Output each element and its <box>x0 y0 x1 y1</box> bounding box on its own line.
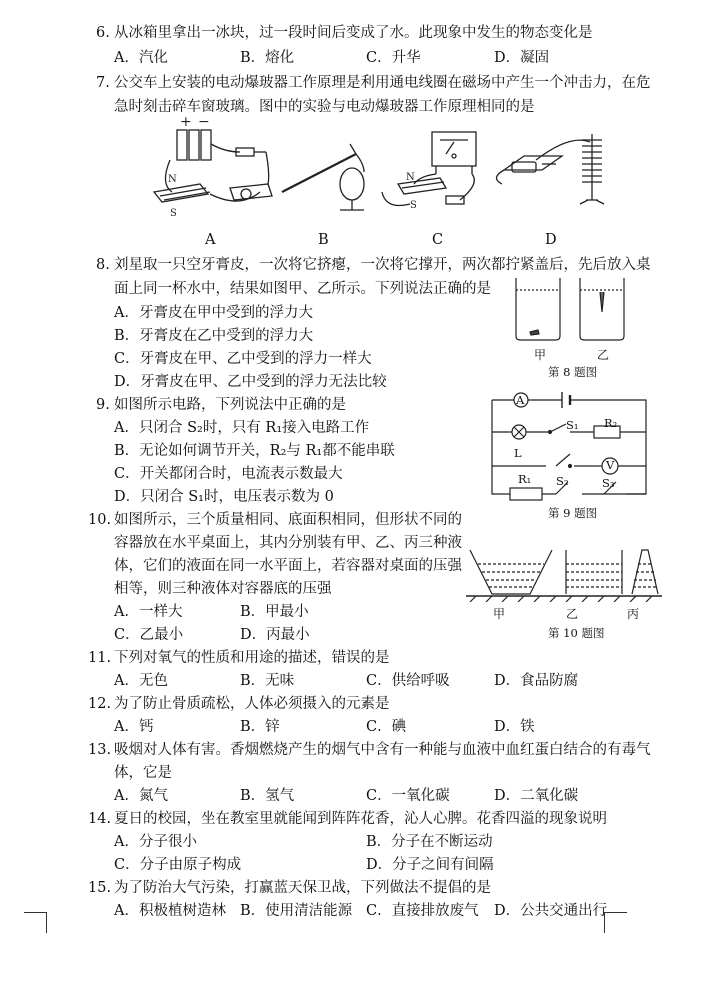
q9-label-voltmeter: V <box>606 458 615 472</box>
q8-option-c: C．牙膏皮在甲、乙中受到的浮力一样大 <box>114 351 372 367</box>
q10-option-d: D．丙最小 <box>240 627 310 643</box>
q9-option-b: B．无论如何调节开关，R₂与 R₁都不能串联 <box>114 443 395 459</box>
q6-number: 6. <box>96 25 110 41</box>
q13-option-d: D．二氧化碳 <box>494 788 579 804</box>
q8-figure-beakers <box>510 272 630 344</box>
q7-stem-line1: 公交车上安装的电动爆玻器工作原理是利用通电线圈在磁场中产生一个冲击力，在危 <box>114 75 651 91</box>
q12-stem: 为了防止骨质疏松，人体必须摄入的元素是 <box>114 696 390 712</box>
q7-label-d: D <box>545 232 557 248</box>
q6-option-a: A．汽化 <box>114 50 168 66</box>
q15-option-a: A．积极植树造林 <box>114 903 226 919</box>
q7-label-c: C <box>432 232 444 248</box>
q8-stem-line1: 刘星取一只空牙膏皮，一次将它挤瘪，一次将它撑开，两次都拧紧盖后，先后放入桌 <box>114 257 651 273</box>
q9-label-lamp: L <box>514 446 522 460</box>
q10-label-bing: 丙 <box>627 607 640 621</box>
q7-figure-d <box>496 134 604 204</box>
q14-option-b: B．分子在不断运动 <box>366 834 493 850</box>
svg-text:+: + <box>180 114 192 130</box>
q11-number: 11. <box>88 650 112 666</box>
q6-option-c: C．升华 <box>366 50 421 66</box>
q10-caption: 第 10 题图 <box>548 626 605 640</box>
q7-label-a: A <box>205 232 216 248</box>
q9-label-r2: R₂ <box>604 416 618 430</box>
svg-text:S: S <box>170 208 177 219</box>
q10-stem-line3: 体，它们的液面在同一水平面上，若容器对桌面的压强 <box>114 558 462 574</box>
q14-number: 14. <box>88 811 112 827</box>
q10-number: 10. <box>88 512 112 528</box>
q9-label-r1: R₁ <box>518 472 532 486</box>
q7-figures <box>150 114 620 226</box>
q11-option-b: B．无味 <box>240 673 295 689</box>
q6-stem: 从冰箱里拿出一冰块，过一段时间后变成了水。此现象中发生的物态变化是 <box>114 25 593 41</box>
q11-option-d: D．食品防腐 <box>494 673 579 689</box>
q10-stem-line1: 如图所示，三个质量相同、底面积相同，但形状不同的 <box>114 512 462 528</box>
svg-text:S: S <box>410 200 417 211</box>
q8-caption: 第 8 题图 <box>548 365 598 379</box>
q8-label-jia: 甲 <box>534 348 547 362</box>
q9-option-c: C．开关都闭合时，电流表示数最大 <box>114 466 343 482</box>
svg-text:N: N <box>168 174 177 185</box>
q6-option-d: D．凝固 <box>494 50 550 66</box>
q11-stem: 下列对氧气的性质和用途的描述，错误的是 <box>114 650 390 666</box>
q7-number: 7. <box>96 75 110 91</box>
q10-option-c: C．乙最小 <box>114 627 184 643</box>
q12-option-a: A．钙 <box>114 719 154 735</box>
q10-stem-line2: 容器放在水平桌面上，其内分别装有甲、乙、丙三种液 <box>114 535 462 551</box>
q11-option-a: A．无色 <box>114 673 168 689</box>
q9-stem: 如图所示电路，下列说法中正确的是 <box>114 397 346 413</box>
svg-text:N: N <box>406 172 415 183</box>
q10-label-jia: 甲 <box>493 607 506 621</box>
q7-figure-b <box>282 144 364 210</box>
q8-option-d: D．牙膏皮在甲、乙中受到的浮力无法比较 <box>114 374 387 390</box>
q14-stem: 夏日的校园，坐在教室里就能闻到阵阵花香，沁人心脾。花香四溢的现象说明 <box>114 811 607 827</box>
q15-stem: 为了防治大气污染，打赢蓝天保卫战，下列做法不提倡的是 <box>114 880 491 896</box>
q9-label-s1: S₁ <box>566 418 579 432</box>
q13-number: 13. <box>88 742 112 758</box>
q8-stem-line2: 面上同一杯水中，结果如图甲、乙所示。下列说法正确的是 <box>114 281 491 297</box>
q8-option-a: A．牙膏皮在甲中受到的浮力大 <box>114 305 313 321</box>
crop-mark-left <box>24 912 47 933</box>
q10-option-b: B．甲最小 <box>240 604 309 620</box>
q11-option-c: C．供给呼吸 <box>366 673 450 689</box>
q9-label-s3: S₃ <box>602 476 615 490</box>
q6-option-b: B．熔化 <box>240 50 295 66</box>
q12-option-d: D．铁 <box>494 719 535 735</box>
q9-option-a: A．只闭合 S₂时，只有 R₁接入电路工作 <box>114 420 370 436</box>
q13-option-b: B．氢气 <box>240 788 295 804</box>
q12-option-c: C．碘 <box>366 719 407 735</box>
q7-figure-a <box>154 114 272 219</box>
q10-stem-line4: 相等，则三种液体对容器底的压强 <box>114 581 332 597</box>
q10-option-a: A．一样大 <box>114 604 183 620</box>
q13-option-a: A．氮气 <box>114 788 168 804</box>
q10-label-yi: 乙 <box>566 607 579 621</box>
q7-figure-c <box>382 132 476 211</box>
q15-option-d: D．公共交通出行 <box>494 903 608 919</box>
q13-option-c: C．一氧化碳 <box>366 788 450 804</box>
q15-option-b: B．使用清洁能源 <box>240 903 353 919</box>
q8-option-b: B．牙膏皮在乙中受到的浮力大 <box>114 328 314 344</box>
q9-label-s2: S₂ <box>556 474 569 488</box>
q14-option-d: D．分子之间有间隔 <box>366 857 494 873</box>
q9-option-d: D．只闭合 S₁时，电压表示数为 0 <box>114 489 334 505</box>
q12-option-b: B．锌 <box>240 719 280 735</box>
q9-number: 9. <box>96 397 110 413</box>
q9-caption: 第 9 题图 <box>548 506 598 520</box>
crop-mark-right <box>604 912 627 933</box>
q9-label-ammeter: A <box>516 393 525 407</box>
q14-option-c: C．分子由原子构成 <box>114 857 242 873</box>
q13-stem-line1: 吸烟对人体有害。香烟燃烧产生的烟气中含有一种能与血液中血红蛋白结合的有毒气 <box>114 742 651 758</box>
q7-label-b: B <box>318 232 329 248</box>
q15-option-c: C．直接排放废气 <box>366 903 479 919</box>
q12-number: 12. <box>88 696 112 712</box>
q7-stem-line2: 急时刻击碎车窗玻璃。图中的实验与电动爆玻器工作原理相同的是 <box>114 99 535 115</box>
svg-text:−: − <box>198 114 210 130</box>
q14-option-a: A．分子很小 <box>114 834 197 850</box>
q10-figure-containers <box>466 540 662 602</box>
q15-number: 15. <box>88 880 112 896</box>
q8-label-yi: 乙 <box>597 348 610 362</box>
q8-number: 8. <box>96 257 110 273</box>
q13-stem-line2: 体，它是 <box>114 765 172 781</box>
